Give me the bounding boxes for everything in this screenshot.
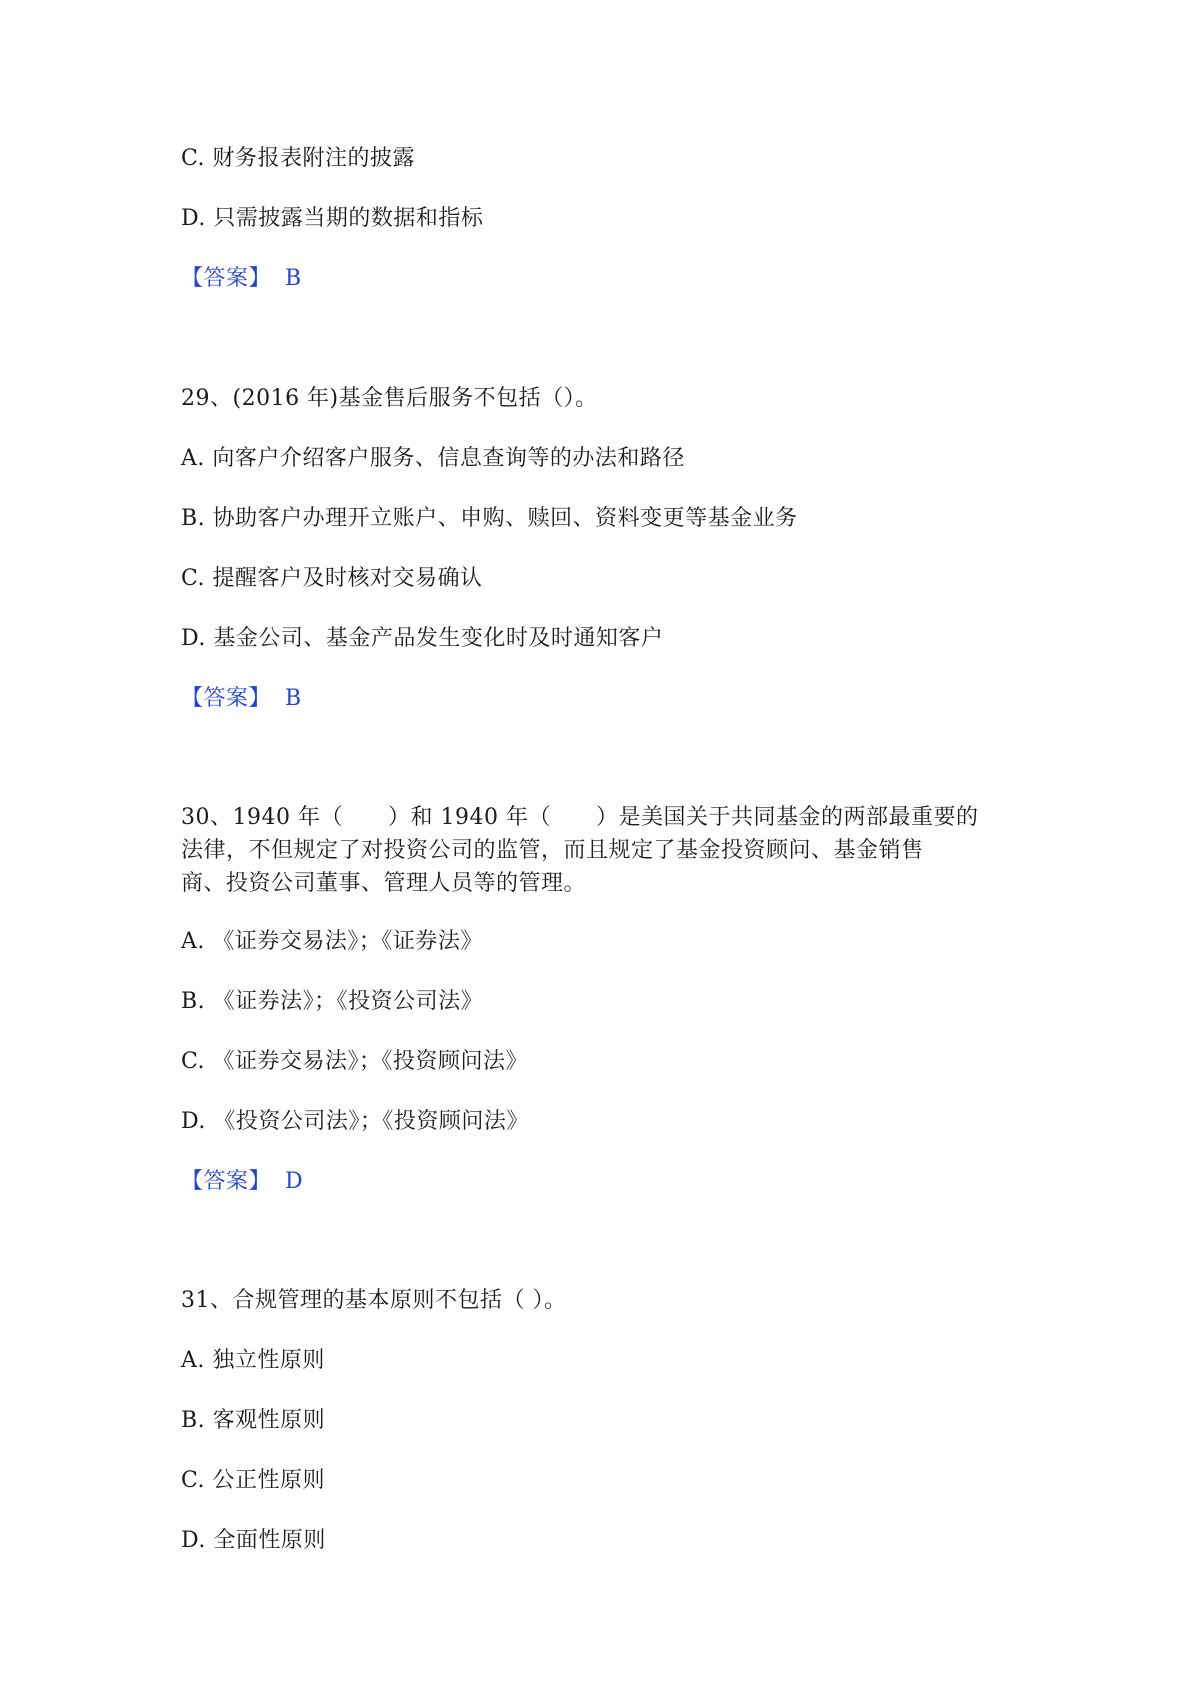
q29-option-d: D. 基金公司、基金产品发生变化时及时通知客户 [181, 626, 664, 651]
q31-option-b: B. 客观性原则 [181, 1408, 326, 1433]
q29-answer [181, 683, 302, 715]
q30-stem-line-1: 30、1940 年（ ）和 1940 年（ ）是美国关于共同基金的两部最重要的 [181, 805, 979, 830]
q30-option-b: B. 《证券法》；《投资公司法》 [181, 989, 484, 1014]
q31-option-d: D. 全面性原则 [181, 1528, 326, 1553]
answer-label: 【答案】 [181, 1169, 272, 1194]
q28-option-d: D. 只需披露当期的数据和指标 [181, 206, 484, 231]
answer-value: B [285, 686, 302, 711]
q29-stem: 29、(2016 年)基金售后服务不包括（）。 [181, 386, 598, 411]
answer-value: D [285, 1169, 304, 1194]
q29-option-b: B. 协助客户办理开立账户、申购、赎回、资料变更等基金业务 [181, 506, 798, 531]
q30-option-d: D. 《投资公司法》；《投资顾问法》 [181, 1109, 529, 1134]
q30-option-c: C. 《证券交易法》；《投资顾问法》 [181, 1049, 529, 1074]
q30-option-a: A. 《证券交易法》；《证券法》 [181, 929, 483, 954]
answer-label: 【答案】 [181, 266, 272, 291]
answer-value: B [285, 266, 302, 291]
q31-option-a: A. 独立性原则 [181, 1348, 325, 1373]
q28-option-c: C. 财务报表附注的披露 [181, 146, 416, 171]
q31-stem: 31、合规管理的基本原则不包括（ ）。 [181, 1288, 567, 1313]
answer-label: 【答案】 [181, 686, 272, 711]
q28-answer [181, 263, 302, 295]
q30-stem-line-2: 法律，不但规定了对投资公司的监管，而且规定了基金投资顾问、基金销售 [181, 838, 924, 863]
q29-option-a: A. 向客户介绍客户服务、信息查询等的办法和路径 [181, 446, 685, 471]
q29-option-c: C. 提醒客户及时核对交易确认 [181, 566, 483, 591]
q31-option-c: C. 公正性原则 [181, 1468, 326, 1493]
q30-answer [181, 1166, 303, 1198]
q30-stem-line-3: 商、投资公司董事、管理人员等的管理。 [181, 871, 587, 896]
